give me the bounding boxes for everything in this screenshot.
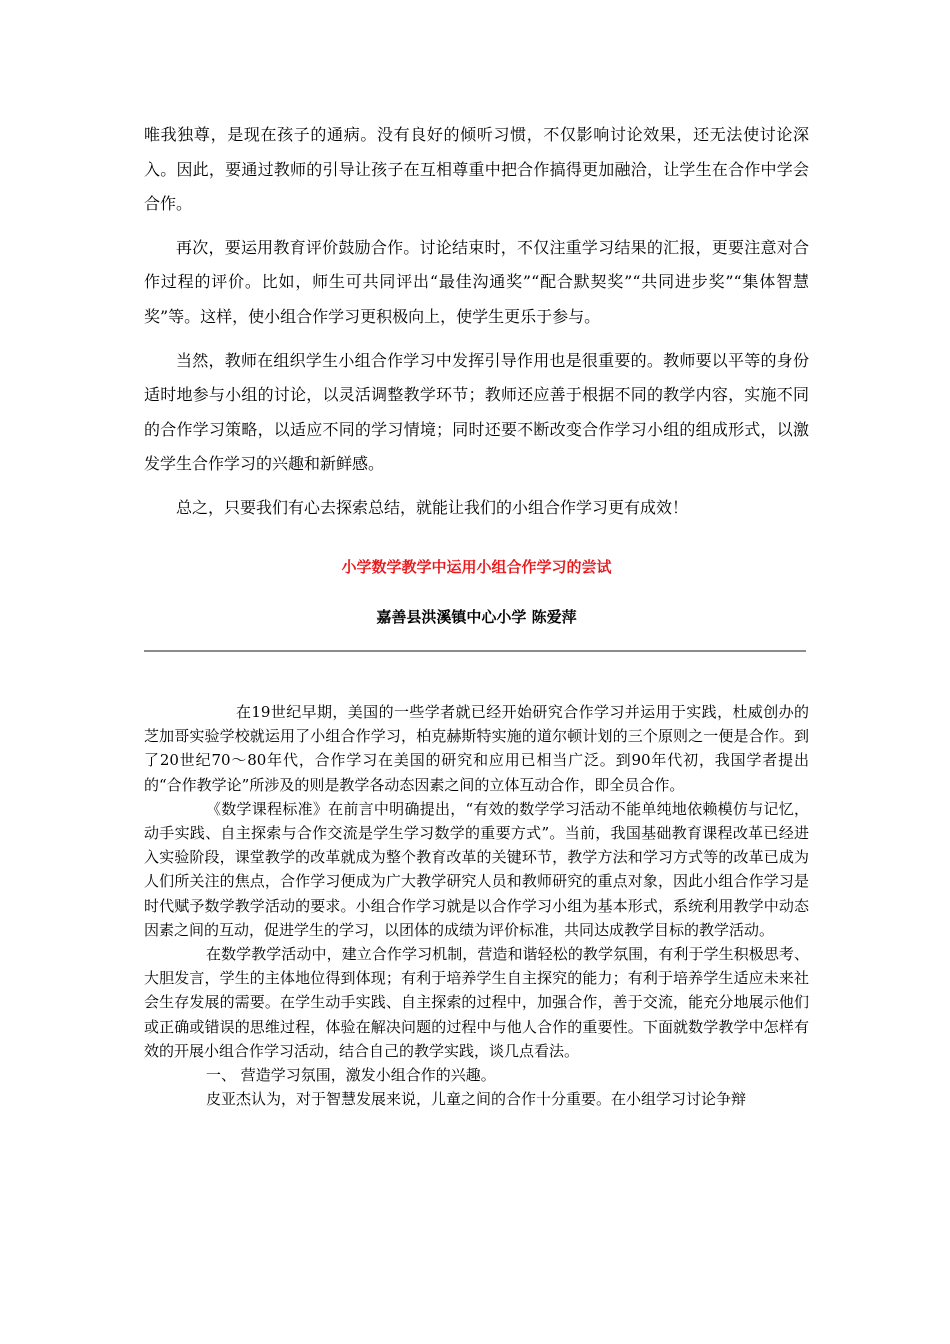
paragraph: 皮亚杰认为，对于智慧发展来说，儿童之间的合作十分重要。在小组学习讨论争辩 (206, 1090, 747, 1109)
paragraph: 唯我独尊，是现在孩子的通病。没有良好的倾听习惯，不仅影响讨论效果，还无法使讨论深入。因此，要通过教师的引导让孩子在互相尊重中把合作搞得更加融洽，让学生在合作中学会合作。 (144, 125, 809, 214)
article-body (144, 700, 809, 1111)
paragraph: 《数学课程标准》在前言中明确提出，“有效的数学学习活动不能单纯地依赖模仿与记忆，动手实践、自主探索与合作交流是学生学习数学的重要方式”。当前，我国基础教育课程改革已经进入实验阶段，课堂教学的改革就成为整个教育改革的关键环节，教学方法和学习方式等的改革已成为人们所关注的焦点，合作学习便成为广大教学研究人员和教师研究的重点对象，因此小组合作学习是时代赋予数学教学活动的要求。小组合作学习就是以合作学习小组为基本形式，系统利用教学中动态因素之间的互动，促进学生的学习，以团体的成绩为评价标准，共同达成教学目标的教学活动。 (144, 799, 809, 939)
paragraph: 再次，要运用教育评价鼓励合作。讨论结束时，不仅注重学习结果的汇报，更要注意对合作过程的评价。比如，师生可共同评出“最佳沟通奖”“配合默契奖”“共同进步奖”“集体智慧奖”等。这样，使小组合作学习更积极向上，使学生更乐于参与。 (144, 237, 809, 326)
article-title: 小学数学教学中运用小组合作学习的尝试 (341, 558, 612, 576)
article-author: 嘉善县洪溪镇中心小学 陈爱萍 (376, 608, 577, 626)
paragraph: 在数学教学活动中，建立合作学习机制，营造和谐轻松的教学氛围，有利于学生积极思考、大胆发言，学生的主体地位得到体现；有利于培养学生自主探究的能力；有利于培养学生适应未来社会生存发展的需要。在学生动手实践、自主探索的过程中，加强合作，善于交流，能充分地展示他们或正确或错误的思维过程，体验在解决问题的过程中与他人合作的重要性。下面就数学教学中怎样有效的开展小组合作学习活动，结合自己的教学实践，谈几点看法。 (144, 945, 809, 1060)
paragraph: 当然，教师在组织学生小组合作学习中发挥引导作用也是很重要的。教师要以平等的身份适时地参与小组的讨论，以灵活调整教学环节；教师还应善于根据不同的教学内容，实施不同的合作学习策略，以适应不同的学习情境；同时还要不断改变合作学习小组的组成形式，以激发学生合作学习的兴趣和新鲜感。 (144, 350, 809, 474)
previous-article-ending (144, 118, 809, 526)
paragraph: 在19世纪早期，美国的一些学者就已经开始研究合作学习并运用于实践，杜威创办的芝加哥实验学校就运用了小组合作学习，柏克赫斯特实施的道尔顿计划的三个原则之一便是合作。到了20世纪70～80年代，合作学习在美国的研究和应用已相当广泛。到90年代初，我国学者提出的“合作教学论”所涉及的则是教学各动态因素之间的立体互动合作，即全员合作。 (144, 703, 809, 794)
paragraph: 总之，只要我们有心去探索总结，就能让我们的小组合作学习更有成效！ (176, 497, 689, 517)
section-heading: 一、 营造学习氛围，激发小组合作的兴趣。 (206, 1066, 496, 1085)
divider (144, 650, 806, 652)
